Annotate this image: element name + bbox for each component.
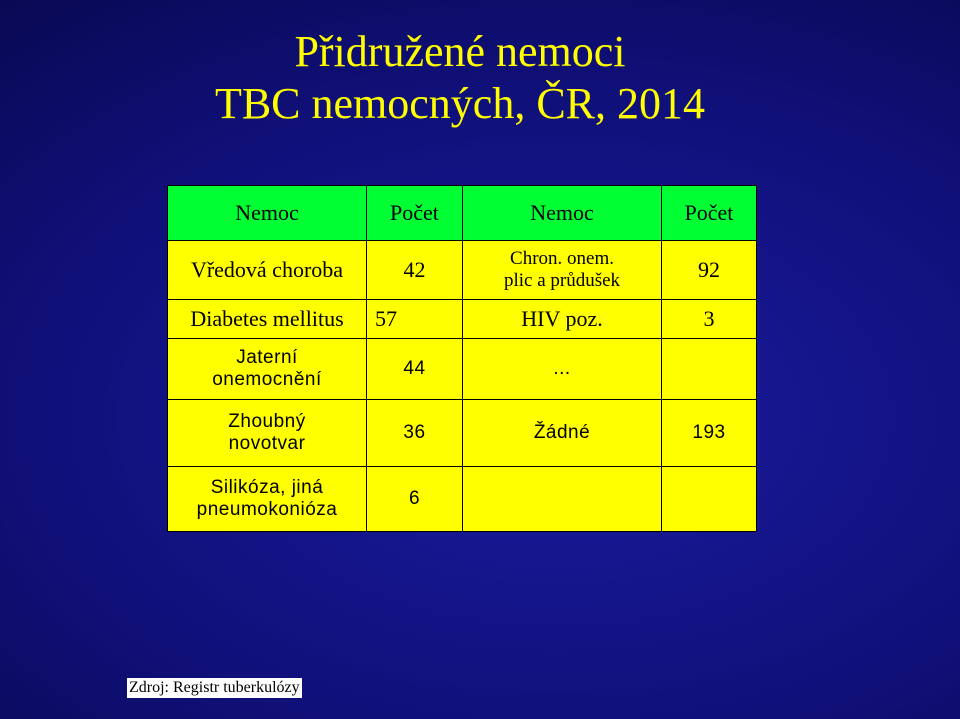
cell-nemoc-2-line-1: Chron. onem. [510, 248, 614, 270]
cell-nemoc-2: ... [463, 339, 662, 400]
cell-nemoc-1-line-1: Zhoubný [228, 411, 306, 433]
cell-pocet-2: 193 [662, 400, 757, 467]
cell-pocet-2: 3 [662, 300, 757, 339]
cell-pocet-2: 92 [662, 241, 757, 300]
cell-nemoc-1-line-2: pneumokonióza [196, 499, 338, 520]
cell-pocet-1: 6 [367, 467, 463, 532]
cell-nemoc-2 [463, 467, 662, 532]
header-nemoc-1: Nemoc [168, 186, 367, 241]
cell-nemoc-2-line-2: plic a průdušek [503, 270, 621, 291]
source-footnote: Zdroj: Registr tuberkulózy [129, 679, 300, 696]
header-pocet-1: Počet [367, 186, 463, 241]
cell-nemoc-1-line-2: onemocnění [212, 369, 322, 390]
table-row [168, 241, 757, 300]
cell-pocet-1: 36 [367, 400, 463, 467]
cell-nemoc-1: Diabetes mellitus [168, 300, 367, 339]
table-row [168, 467, 757, 532]
cell-nemoc-1 [168, 339, 367, 400]
cell-pocet-1: 44 [367, 339, 463, 400]
cell-nemoc-2: HIV poz. [463, 300, 662, 339]
slide-title [0, 26, 920, 130]
header-nemoc-2: Nemoc [463, 186, 662, 241]
title-line-2: TBC nemocných, ČR, 2014 [214, 78, 706, 128]
cell-nemoc-1-line-1: Jaterní [236, 347, 298, 369]
cell-pocet-1: 42 [367, 241, 463, 300]
cell-nemoc-1 [168, 400, 367, 467]
cell-pocet-1: 57 [367, 300, 463, 339]
cell-pocet-2 [662, 467, 757, 532]
cell-nemoc-1-line-1: Silikóza, jiná [210, 477, 324, 499]
cell-pocet-2 [662, 339, 757, 400]
header-pocet-2: Počet [662, 186, 757, 241]
title-line-1: Přidružené nemoci [294, 27, 626, 76]
cell-nemoc-1 [168, 467, 367, 532]
table-row [168, 339, 757, 400]
comorbidity-table [167, 185, 757, 532]
table-row [168, 300, 757, 339]
table-row [168, 400, 757, 467]
cell-nemoc-1-line-2: novotvar [228, 433, 306, 454]
cell-nemoc-2: Žádné [463, 400, 662, 467]
table-header-row [168, 186, 757, 241]
cell-nemoc-2 [463, 241, 662, 300]
cell-nemoc-1: Vředová choroba [168, 241, 367, 300]
